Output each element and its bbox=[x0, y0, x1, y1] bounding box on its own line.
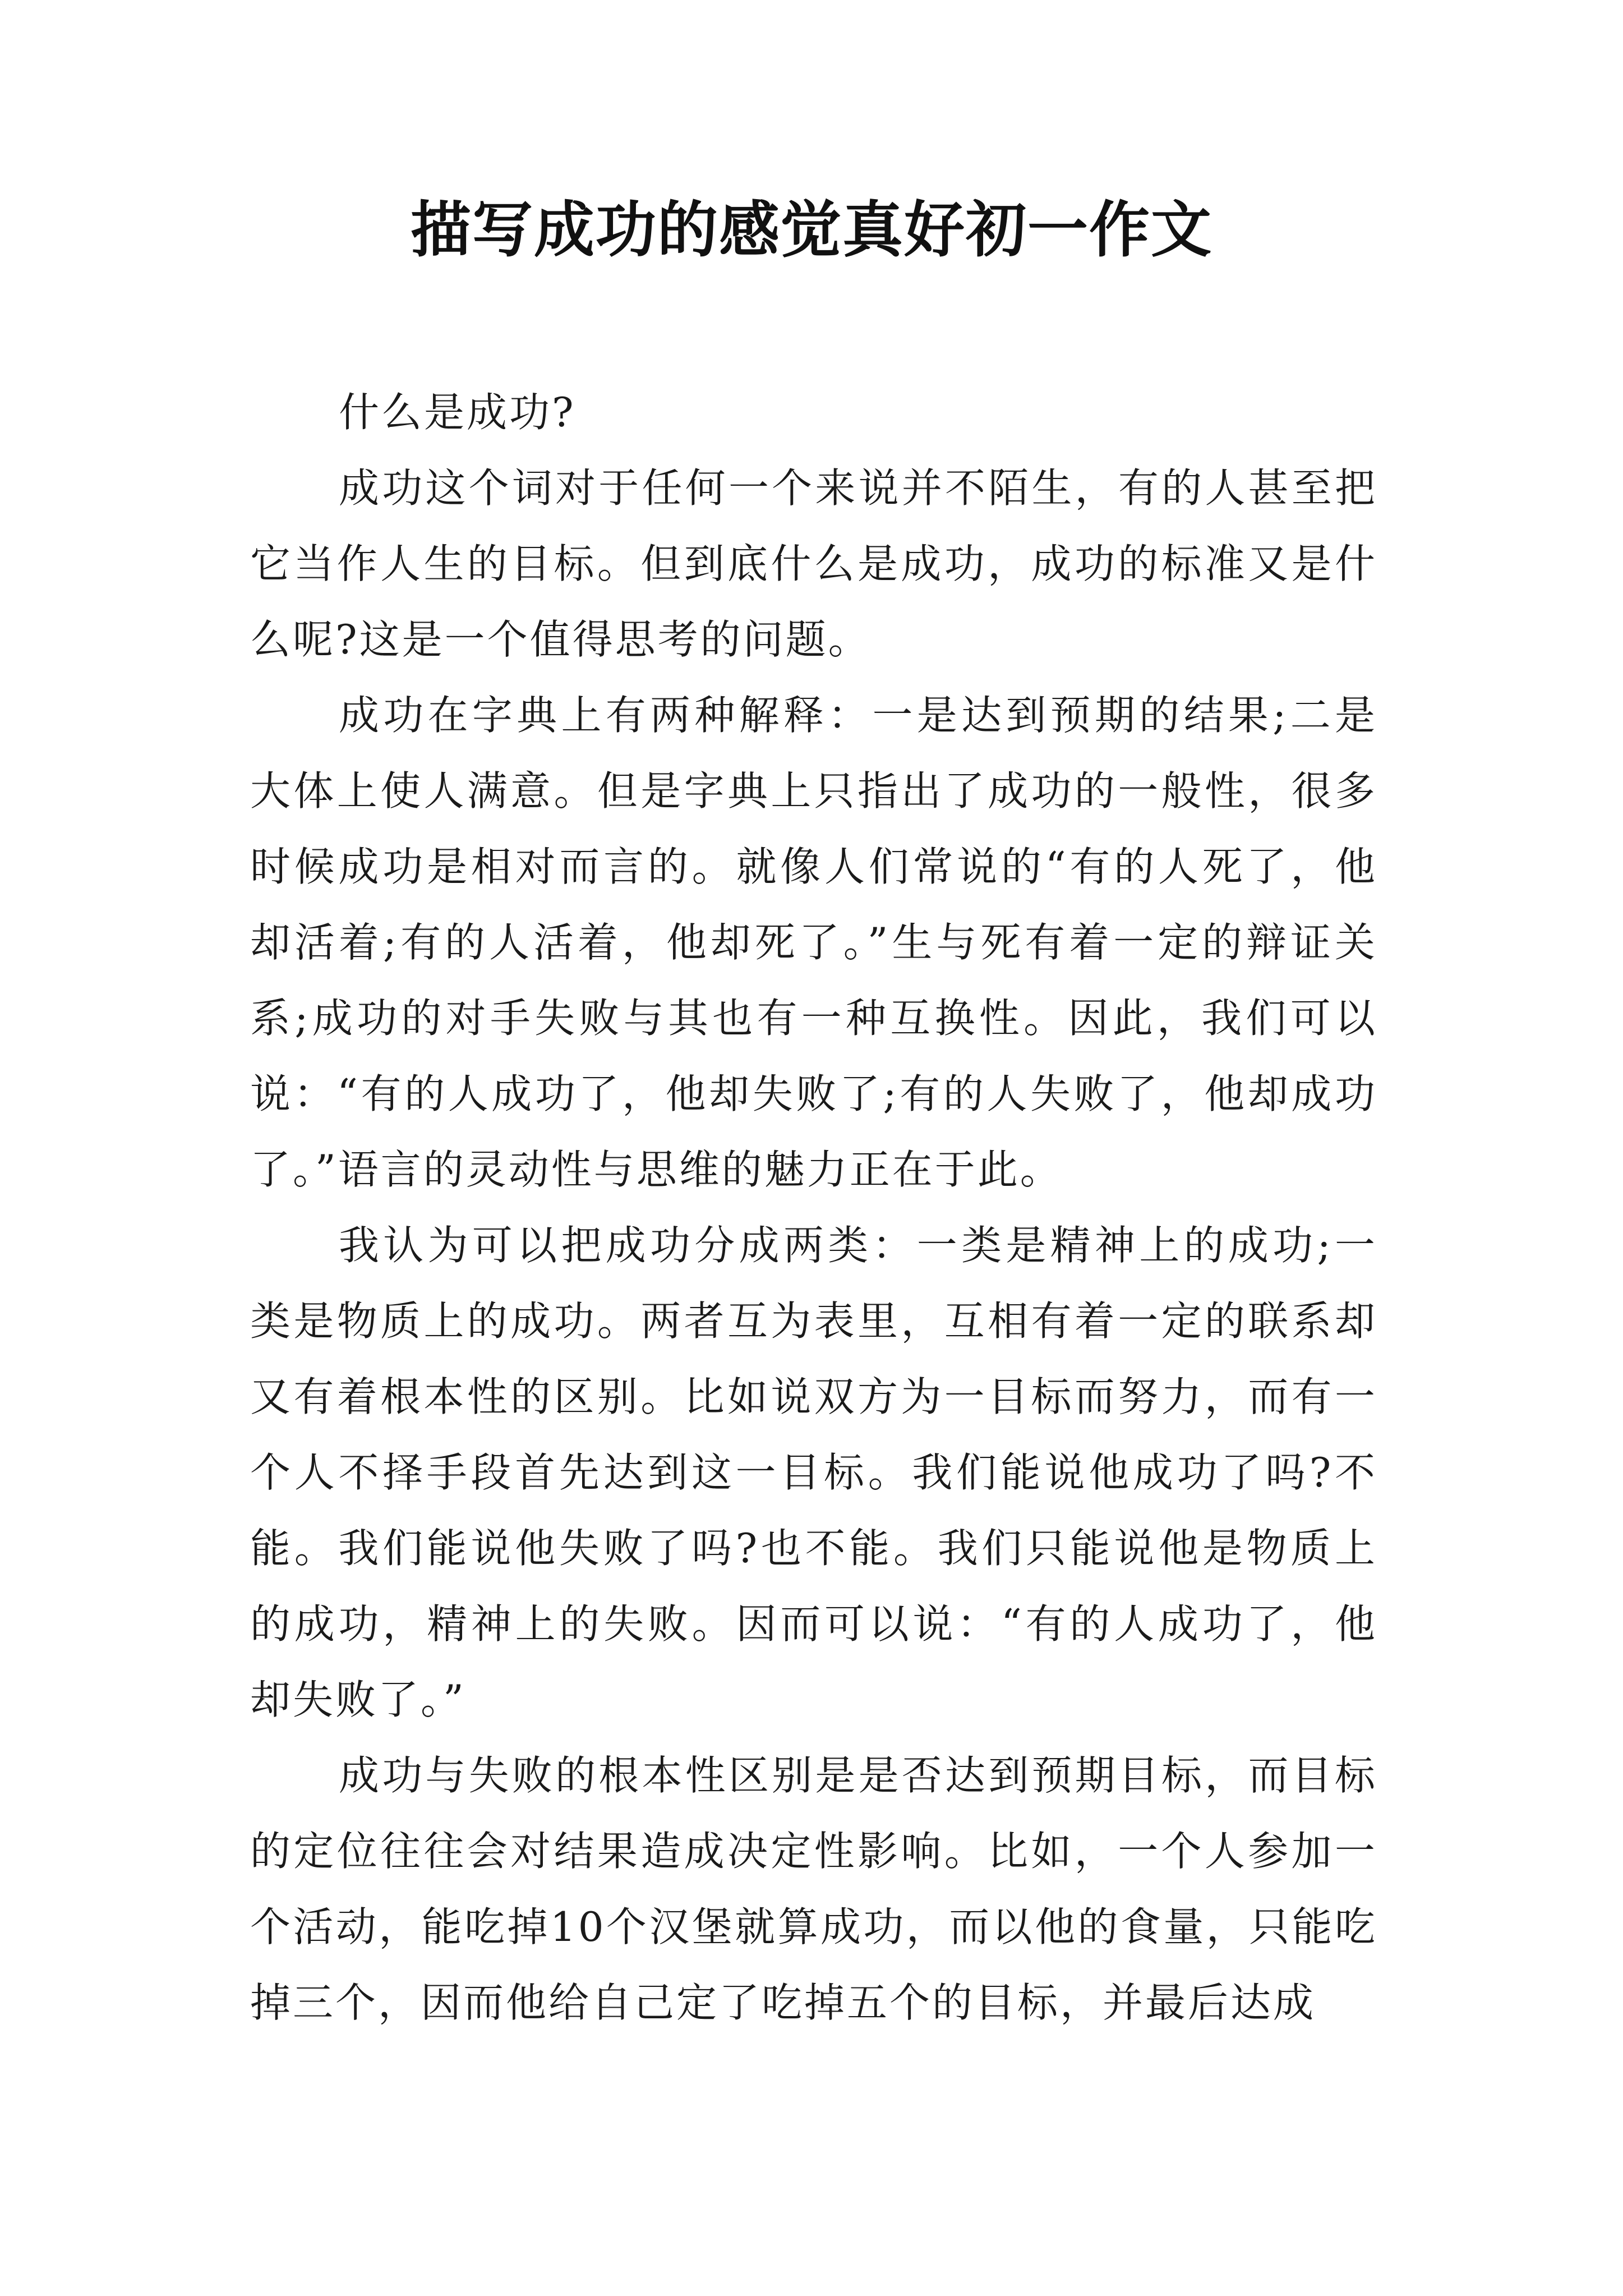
document-title: 描写成功的感觉真好初一作文 bbox=[410, 195, 1212, 265]
paragraph-4: 我认为可以把成功分成两类：一类是精神上的成功;一类是物质上的成功。两者互为表里，互相有着一定的联系却又有着根本性的区别。比如说双方为一目标而努力，而有一个人不择手段首先达到这一目标。我们能说他成功了吗?不能。我们能说他失败了吗?也不能。我们只能说他是物质上的成功，精神上的失败。因而可以说：“有的人成功了，他却失败了。” bbox=[250, 1222, 1377, 1723]
paragraph-5: 成功与失败的根本性区别是是否达到预期目标，而目标的定位往往会对结果造成决定性影响。比如，一个人参加一个活动，能吃掉10个汉堡就算成功，而以他的食量，只能吃掉三个，因而他给自己定了吃掉五个的目标，并最后达成 bbox=[250, 1752, 1377, 2026]
document-body bbox=[250, 375, 1377, 2041]
paragraph-1: 什么是成功? bbox=[339, 389, 576, 436]
paragraph-3: 成功在字典上有两种解释：一是达到预期的结果;二是大体上使人满意。但是字典上只指出了成功的一般性，很多时候成功是相对而言的。就像人们常说的“有的人死了，他却活着;有的人活着，他却死了。”生与死有着一定的辩证关系;成功的对手失败与其也有一种互换性。因此，我们可以说：“有的人成功了，他却失败了;有的人失败了，他却成功了。”语言的灵动性与思维的魅力正在于此。 bbox=[250, 692, 1377, 1193]
paragraph-2: 成功这个词对于任何一个来说并不陌生，有的人甚至把它当作人生的目标。但到底什么是成功，成功的标准又是什么呢?这是一个值得思考的问题。 bbox=[250, 464, 1377, 663]
